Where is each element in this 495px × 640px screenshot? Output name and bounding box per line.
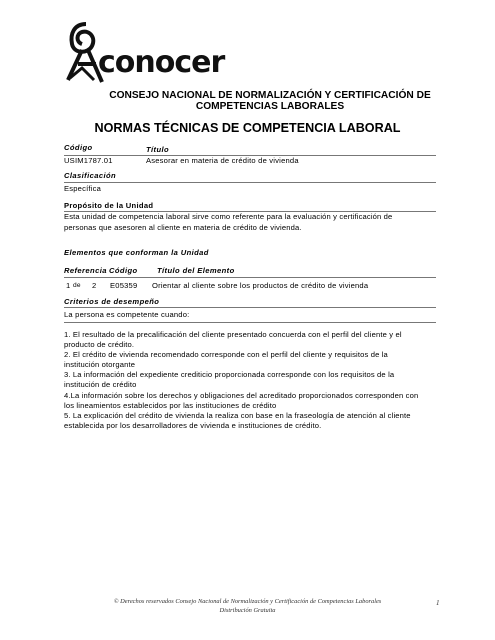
logo-wordmark: conocer	[98, 45, 225, 80]
divider	[64, 307, 436, 308]
criterio-line: 5. La explicación del crédito de vivienda la realiza con base en la fraseología de atención al cliente	[64, 410, 411, 420]
element-ref-total: 2	[92, 281, 97, 290]
element-title: Orientar al cliente sobre los productos de crédito de vivienda	[152, 281, 369, 290]
criterio-line: establecida por los desarrolladores de vivienda e instituciones de crédito.	[64, 420, 322, 430]
conocer-logo	[62, 20, 225, 88]
proposito-line-2: personas que asesoren al cliente en materia de crédito de vivienda.	[64, 222, 302, 232]
col-referencia: Referencia	[64, 266, 107, 275]
proposito-line-1: Esta unidad de competencia laboral sirve como referente para la evaluación y certificación de	[64, 212, 393, 221]
titulo-value: Asesorar en materia de crédito de vivienda	[146, 156, 299, 165]
org-line-2: COMPETENCIAS LABORALES	[195, 101, 345, 112]
element-ref-num: 1	[66, 281, 71, 290]
titulo-label: Título	[146, 145, 170, 154]
criterio-line: 2. El crédito de vivienda recomendado corresponde con el perfil del cliente y requisitos de la	[64, 350, 388, 360]
criterio-line: los lineamientos establecidos por las instituciones de crédito	[64, 400, 277, 410]
criterio-line: 1. El resultado de la precalificación del cliente presentado concuerda con el perfil del cliente y el	[64, 330, 402, 339]
codigo-label: Código	[64, 143, 93, 152]
codigo-value: USIM1787.01	[64, 156, 113, 165]
page-title: NORMAS TÉCNICAS DE COMPETENCIA LABORAL	[94, 121, 401, 135]
clasificacion-value: Específica	[64, 184, 102, 193]
criterio-line: 4.La información sobre los derechos y obligaciones del acreditado proporcionados corresponden con	[64, 390, 419, 400]
divider	[64, 182, 436, 183]
criterios-list	[64, 330, 436, 431]
page-number: 1	[436, 599, 440, 607]
clasificacion-label: Clasificación	[64, 171, 117, 180]
organization-name	[90, 90, 450, 112]
col-codigo: Código	[109, 266, 138, 275]
divider	[64, 277, 436, 278]
proposito-text	[64, 212, 444, 233]
divider	[64, 322, 436, 323]
elementos-heading: Elementos que conforman la Unidad	[64, 248, 209, 257]
col-titulo-elemento: Título del Elemento	[157, 266, 235, 275]
distribution-text: Distribución Gratuita	[219, 606, 276, 614]
criterios-intro: La persona es competente cuando:	[64, 310, 190, 319]
criterio-line: institución otorgante	[64, 360, 136, 370]
criterio-line: institución de crédito	[64, 380, 137, 390]
proposito-label: Propósito de la Unidad	[64, 201, 154, 210]
org-line-1: CONSEJO NACIONAL DE NORMALIZACIÓN Y CERTIFICACIÓN DE	[109, 90, 431, 101]
criterios-heading: Criterios de desempeño	[64, 297, 160, 306]
element-ref-de: de	[73, 282, 81, 289]
criterio-line: producto de crédito.	[64, 340, 135, 350]
criterio-line: 3. La información del expediente crediticio proporcionada corresponde con los requisitos de la	[64, 370, 395, 380]
copyright-text: © Derechos reservados Consejo Nacional de Normalización y Certificación de Competencias Laborales	[113, 598, 382, 605]
footer	[0, 598, 495, 615]
element-code: E05359	[110, 281, 138, 290]
